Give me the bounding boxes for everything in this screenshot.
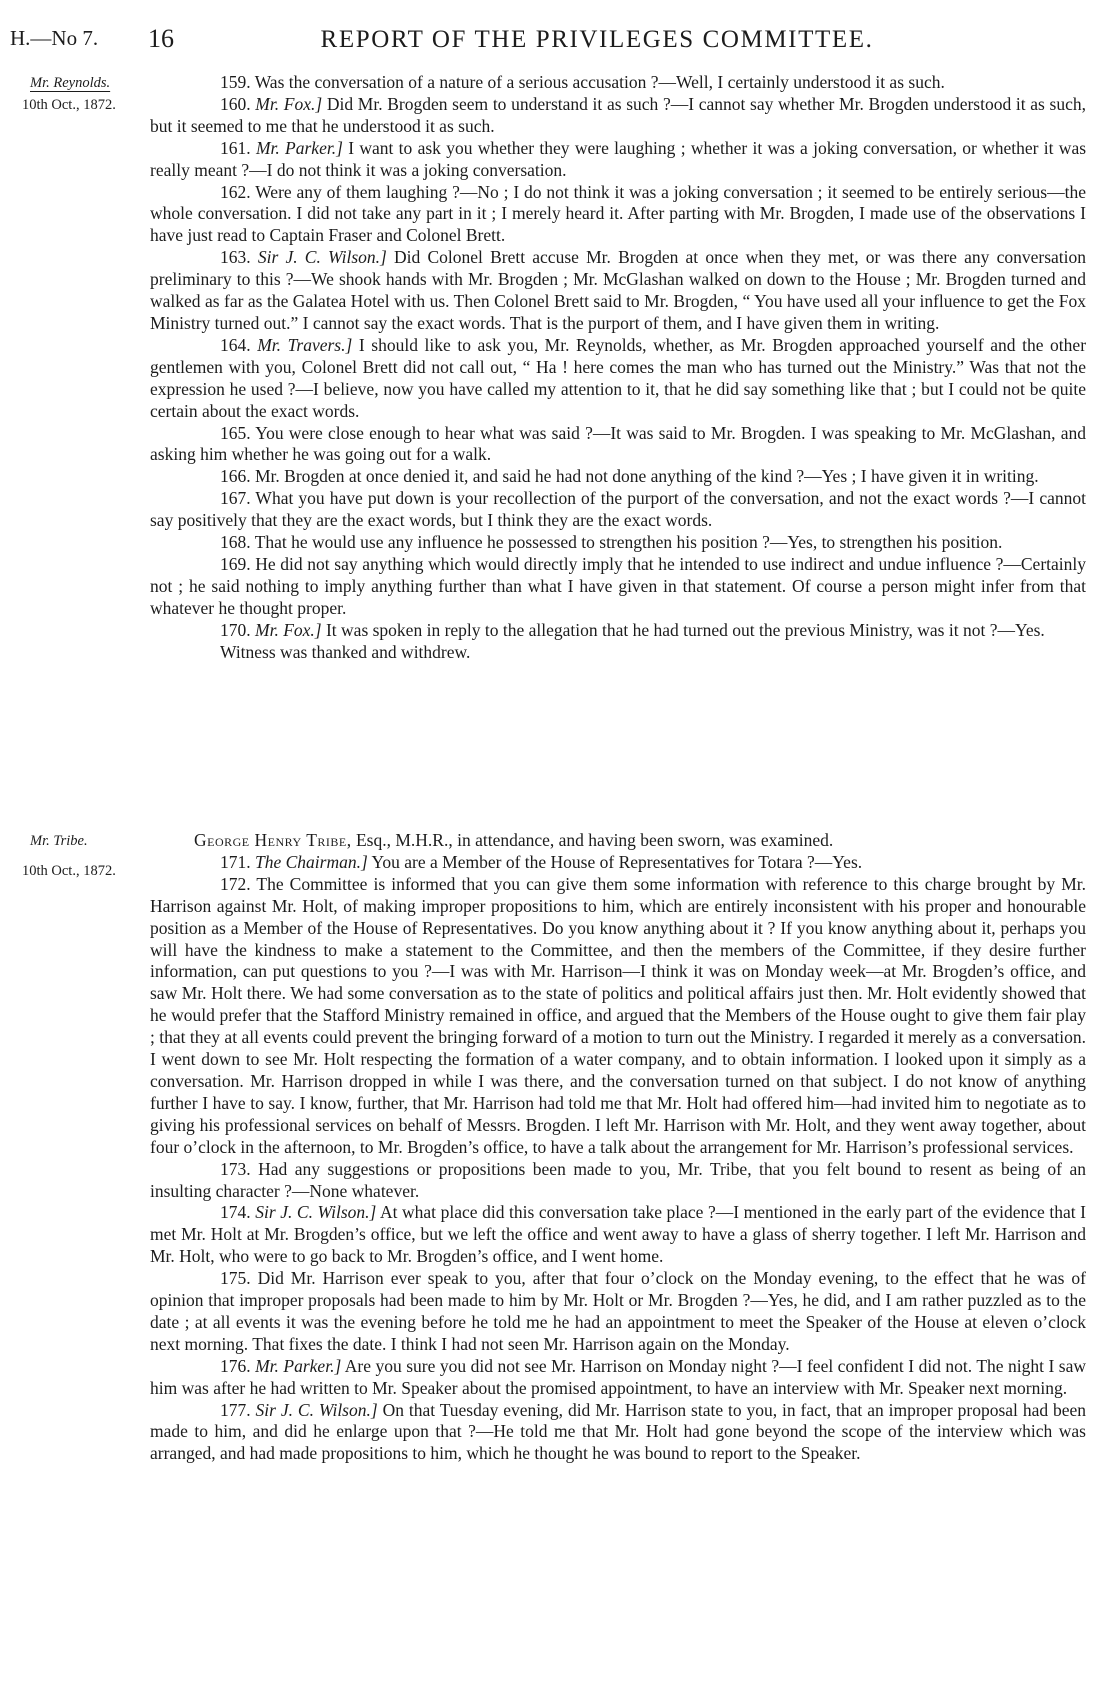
question-paragraph: 174. Sir J. C. Wilson.] At what place did this conversation take place ?—I mentioned in the early part of the evidence that I met Mr. Holt at Mr. Brogden’s office, but we left the office and went away to have a glass of sherry together. I left Mr. Harrison and Mr. Holt, who were to go back to Mr. Brogden’s office, and I went home. [150,1202,1087,1267]
question-paragraph: 169. He did not say anything which would directly imply that he intended to use indirect and undue influence ?—Certainly not ; he said nothing to imply anything further than what I have given in that statement. Of course a person might infer from that whatever he thought proper. [150,553,1087,618]
evidence-section-reynolds [150,72,1086,663]
question-paragraph: 172. The Committee is informed that you can give them some information with reference to this charge brought by Mr. Harrison against Mr. Holt, of making improper propositions to him, which are entirely inconsistent with his proper and honourable position as a Member of the House of Representatives. Do you know anything about it ? If you know anything about it, perhaps you will have the kindness to make a statement to the Committee, and then the members of the Committee, if they desire further information, can put questions to you ?—I was with Mr. Harrison—I think it was on Monday week—at Mr. Brogden’s office, and saw Mr. Holt there. We had some conversation as to the state of politics and political affairs just then. Mr. Holt evidently showed that he would prefer that the Stafford Ministry remained in office, and argued that the Members of the House ought to give them fair play ; that they at all events could prevent the bringing forward of a motion to turn out the Ministry. I regarded it merely as a conversation. I went down to see Mr. Holt respecting the formation of a water company, and to obtain information. I looked upon it simply as a conversation. Mr. Harrison dropped in while I was there, and the conversation turned on that subject. I do not know of anything further I have to say. I know, further, that Mr. Harrison had told me that Mr. Holt had offered him—had invited him to negotiate as to giving his professional services on behalf of Messrs. Brogden. I left Mr. Harrison with Mr. Holt, and they went away together, about four o’clock in the afternoon, to Mr. Brogden’s office, to have a talk about the arrangement for Mr. Harrison’s professional services. [150,873,1086,1157]
question-paragraph: 164. Mr. Travers.] I should like to ask you, Mr. Reynolds, whether, as Mr. Brogden approached yourself and the other gentlemen with you, Colonel Brett did not call out, “ Ha ! here comes the man who has turned out the Ministry.” Was that not the expression he used ?—I believe, now you have called my attention to it, that he did say something like that ; but I could not be quite certain about the exact words. [150,334,1087,421]
page-number: 16 [148,24,174,53]
witness-intro: George Henry Tribe, Esq., M.H.R., in attendance, and having been sworn, was examined. [194,830,834,850]
margin-date: 10th Oct., 1872. [22,97,116,113]
page-title: REPORT OF THE PRIVILEGES COMMITTEE. [320,26,874,53]
question-paragraph: 160. Mr. Fox.] Did Mr. Brogden seem to understand it as such ?—I cannot say whether Mr. Brogden understood it as such, but it seemed to me that he understood it as such. [150,93,1086,136]
margin-witness-name: Mr. Tribe. [30,833,88,849]
question-paragraph: 159. Was the conversation of a nature of a serious accusation ?—Well, I certainly understood it as such. [220,72,945,92]
margin-note-tribe [8,830,138,882]
question-paragraph: 162. Were any of them laughing ?—No ; I do not think it was a joking conversation ; it seemed to be entirely serious—the whole conversation. I did not take any part in it ; I merely heard it. After parting with Mr. Brogden, I made use of the observations I have just read to Captain Fraser and Colonel Brett. [150,181,1086,246]
question-paragraph: 173. Had any suggestions or propositions been made to you, Mr. Tribe, that you felt bound to resent as being of an insulting character ?—None whatever. [150,1158,1086,1201]
question-paragraph: 167. What you have put down is your recollection of the purport of the conversation, and not the exact words ?—I cannot say positively that they are the exact words, but I think they are the exact words. [150,488,1087,531]
question-paragraph: 177. Sir J. C. Wilson.] On that Tuesday evening, did Mr. Harrison state to you, in fact, that an improper proposal had been made to him, and did he enlarge upon that ?—He told me that Mr. Holt had gone beyond the scope of the interview which was arranged, and had made propositions to him, which he thought he was bound to report to the Speaker. [150,1399,1087,1464]
question-paragraph: 165. You were close enough to hear what was said ?—It was said to Mr. Brogden. I was speaking to Mr. McGlashan, and asking him whether he was going out for a walk. [150,422,1086,465]
question-paragraph: 176. Mr. Parker.] Are you sure you did not see Mr. Harrison on Monday night ?—I feel confident I did not. The night I saw him was after he had written to Mr. Speaker about the promised appointment, to have an interview with Mr. Speaker next morning. [150,1355,1086,1398]
paper-reference: H.—No 7. [10,26,99,50]
question-paragraph: 175. Did Mr. Harrison ever speak to you, after that four o’clock on the Monday evening, to the effect that he was of opinion that improper proposals had been made to him by Mr. Holt or Mr. Brogden ?—Yes, he did, and I am rather puzzled as to the date ; at all events it was the evening before he told me he had an appointment to meet the Speaker of the House at eleven o’clock next morning. That fixes the date. I think I had not seen Mr. Harrison again on the Monday. [150,1268,1086,1354]
question-paragraph: 170. Mr. Fox.] It was spoken in reply to the allegation that he had turned out the previous Ministry, was it not ?—Yes. [220,619,1045,640]
margin-witness-name: Mr. Reynolds. [30,75,111,91]
question-paragraph: 163. Sir J. C. Wilson.] Did Colonel Brett accuse Mr. Brogden at once when they met, or was there any conversation preliminary to this ?—We shook hands with Mr. Brogden ; Mr. McGlashan walked on down to the House ; Mr. Brogden turned and walked as far as the Galatea Hotel with us. Then Colonel Brett said to Mr. Brogden, “ You have used all your influence to get the Fox Ministry turned out.” I cannot say the exact words. That is the purport of them, and I have given them in writing. [150,247,1087,333]
question-paragraph: 166. Mr. Brogden at once denied it, and said he had not done anything of the kind ?—Yes ; I have given it in writing. [220,466,1039,487]
evidence-section-tribe [150,830,1086,1465]
margin-date: 10th Oct., 1872. [22,863,116,879]
withdrawal-note: Witness was thanked and withdrew. [220,641,471,662]
question-paragraph: 161. Mr. Parker.] I want to ask you whether they were laughing ; whether it was a joking conversation, or whether it was really meant ?—I do not think it was a joking conversation. [150,137,1087,180]
question-paragraph: 171. The Chairman.] You are a Member of the House of Representatives for Totara ?—Yes. [220,851,863,872]
question-paragraph: 168. That he would use any influence he possessed to strengthen his position ?—Yes, to strengthen his position. [220,532,1003,553]
margin-note-reynolds [8,72,138,116]
page-header [0,0,1114,60]
